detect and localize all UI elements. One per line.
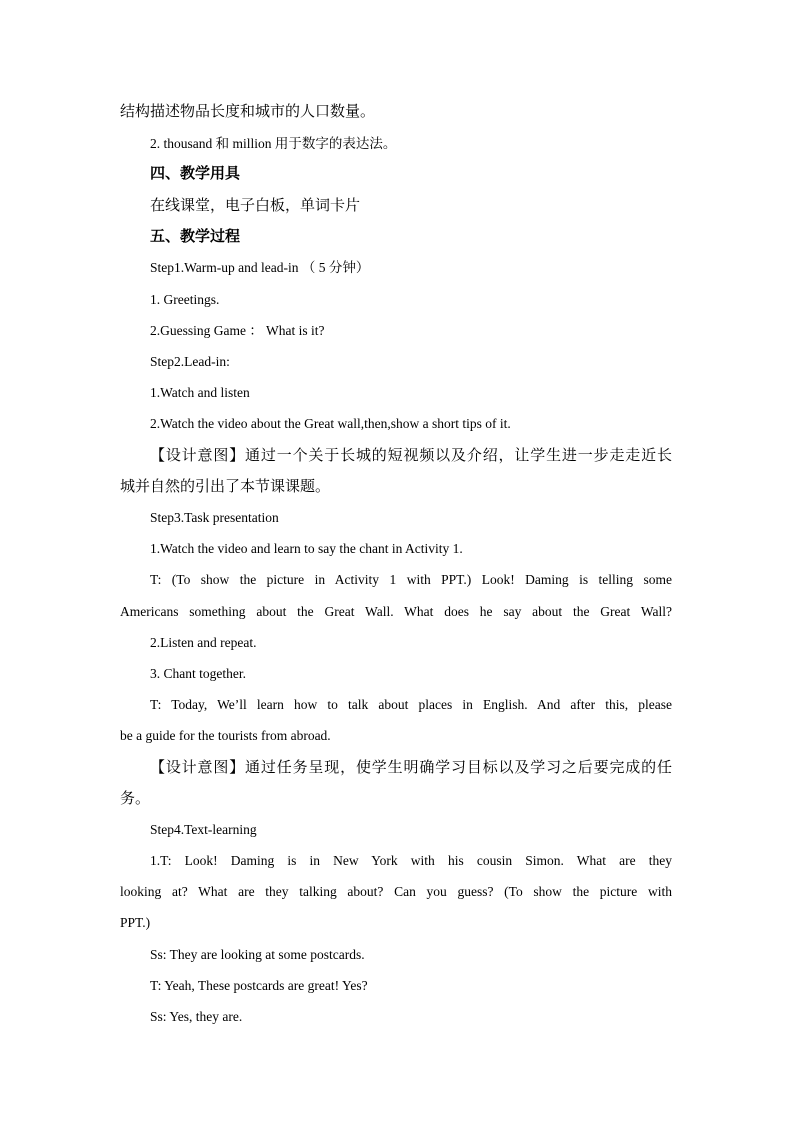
text-line-greetings: 1. Greetings. [150,292,220,307]
text-line-teacher-yeah: T: Yeah, These postcards are great! Yes? [150,978,368,993]
text-line-teacher-today: T: Today, We’ll learn how to talk about places in English. And after this, please [150,697,672,712]
text-line-structure: 结构描述物品长度和城市的人口数量。 [120,104,376,120]
text-line-guessing-game: 2.Guessing Game ： What is it? [150,323,325,338]
step1-heading: Step1.Warm-up and lead-in （ 5 分钟） [150,260,370,275]
section-heading-teaching-process: 五、教学过程 [150,229,241,245]
design-intent-1-line-1: 【设计意图】通过一个关于长城的短视频以及介绍，让学生进一步走走近长 [150,448,672,464]
text-line-thousand-million: 2. thousand 和 million 用于数字的表达法。 [150,136,397,151]
text-line-americans: Americans something about the Great Wall. What does he say about the Great Wall? [120,604,672,619]
text-line-watch-video: 2.Watch the video about the Great wall,then,show a short tips of it. [150,416,511,431]
text-line-students-postcards: Ss: They are looking at some postcards. [150,947,365,962]
text-line-watch-listen: 1.Watch and listen [150,385,250,400]
design-intent-2-line-2: 务。 [120,791,151,807]
design-intent-2-line-1: 【设计意图】通过任务呈现，使学生明确学习目标以及学习之后要完成的任 [150,760,672,776]
text-line-chant-together: 3. Chant together. [150,666,246,681]
text-line-teacher-look: 1.T: Look! Daming is in New York with his cousin Simon. What are they [150,853,672,868]
step4-heading: Step4.Text-learning [150,822,257,837]
step2-heading: Step2.Lead-in: [150,354,230,369]
text-line-teacher-show-picture: T: (To show the picture in Activity 1 with PPT.) Look! Daming is telling some [150,572,672,587]
text-line-watch-chant: 1.Watch the video and learn to say the chant in Activity 1. [150,541,463,556]
text-line-ppt: PPT.) [120,915,151,930]
text-line-aids-list: 在线课堂，电子白板，单词卡片 [150,198,361,214]
text-line-students-yes: Ss: Yes, they are. [150,1009,243,1024]
text-line-listen-repeat: 2.Listen and repeat. [150,635,257,650]
text-line-guide: be a guide for the tourists from abroad. [120,728,331,743]
step3-heading: Step3.Task presentation [150,510,279,525]
section-heading-teaching-aids: 四、教学用具 [150,166,241,182]
design-intent-1-line-2: 城并自然的引出了本节课课题。 [120,479,331,495]
text-line-looking-at: looking at? What are they talking about? Can you guess? (To show the picture with [120,884,672,899]
